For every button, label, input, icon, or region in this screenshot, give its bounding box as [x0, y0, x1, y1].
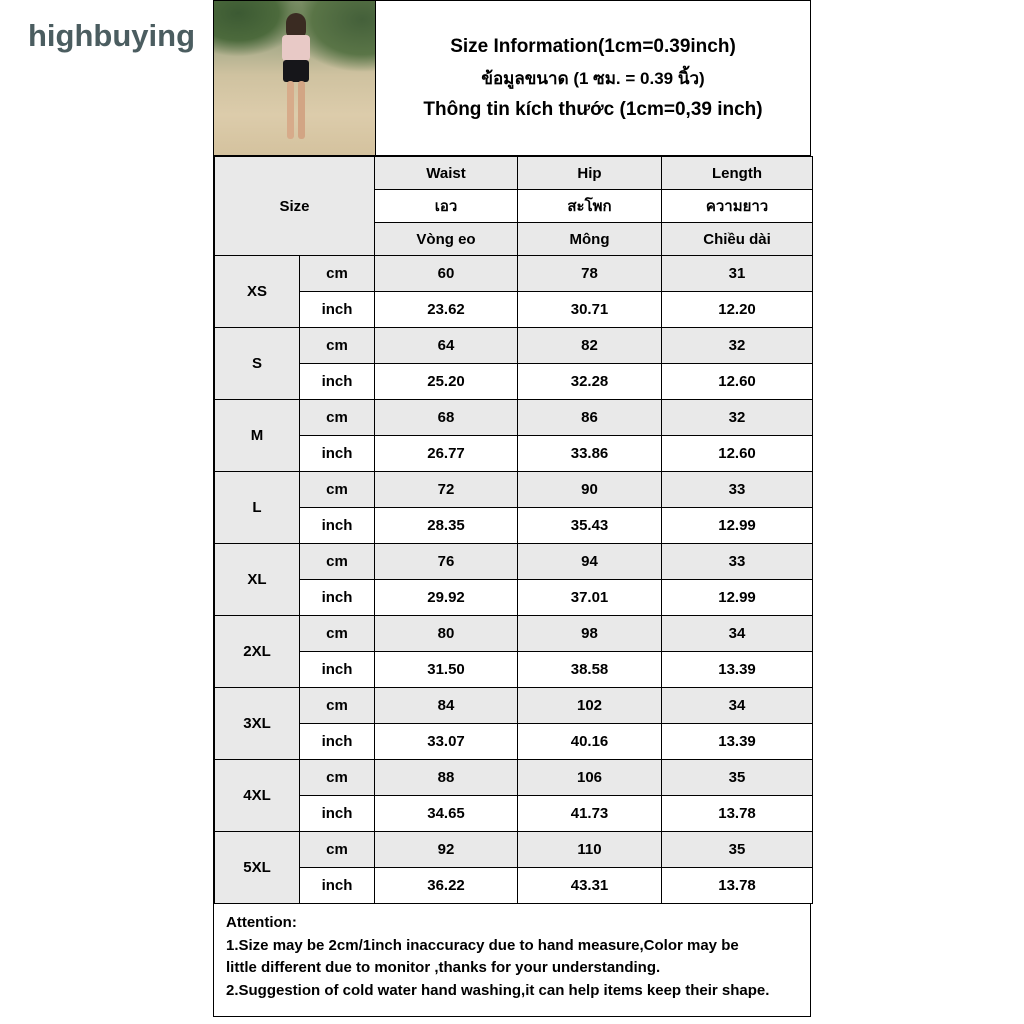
length-value-cm: 32: [662, 400, 813, 436]
col-header-length-en: Length: [662, 157, 813, 190]
waist-value-cm: 84: [375, 688, 518, 724]
size-header-cell: Size: [215, 157, 375, 256]
size-row-inch: [215, 868, 813, 904]
unit-label-inch: inch: [300, 292, 375, 328]
size-row-cm: [215, 544, 813, 580]
waist-value-cm: 92: [375, 832, 518, 868]
waist-value-inch: 29.92: [375, 580, 518, 616]
length-value-inch: 13.78: [662, 868, 813, 904]
waist-value-inch: 26.77: [375, 436, 518, 472]
col-header-hip-en: Hip: [518, 157, 662, 190]
size-label: 5XL: [215, 832, 300, 904]
size-table-head: [215, 157, 813, 256]
length-value-inch: 12.20: [662, 292, 813, 328]
hip-value-cm: 94: [518, 544, 662, 580]
waist-value-cm: 64: [375, 328, 518, 364]
hip-value-inch: 41.73: [518, 796, 662, 832]
size-label: L: [215, 472, 300, 544]
model-shorts: [283, 60, 309, 82]
size-label: 2XL: [215, 616, 300, 688]
waist-value-inch: 25.20: [375, 364, 518, 400]
size-label: M: [215, 400, 300, 472]
unit-label-cm: cm: [300, 760, 375, 796]
col-header-waist-vi: Vòng eo: [375, 223, 518, 256]
size-row-inch: [215, 724, 813, 760]
length-value-cm: 35: [662, 760, 813, 796]
size-row-cm: [215, 400, 813, 436]
unit-label-cm: cm: [300, 256, 375, 292]
size-row-inch: [215, 508, 813, 544]
col-header-waist-en: Waist: [375, 157, 518, 190]
hip-value-inch: 38.58: [518, 652, 662, 688]
size-row-inch: [215, 580, 813, 616]
size-row-cm: [215, 832, 813, 868]
length-value-cm: 31: [662, 256, 813, 292]
unit-label-inch: inch: [300, 364, 375, 400]
hip-value-inch: 43.31: [518, 868, 662, 904]
hip-value-cm: 106: [518, 760, 662, 796]
size-table-body: [215, 256, 813, 904]
title-thai: ข้อมูลขนาด (1 ซม. = 0.39 นิ้ว): [481, 68, 705, 88]
size-row-cm: [215, 328, 813, 364]
attention-title: Attention:: [226, 914, 297, 931]
product-photo: [214, 1, 376, 155]
col-header-length-th: ความยาว: [662, 190, 813, 223]
hip-value-inch: 33.86: [518, 436, 662, 472]
unit-label-cm: cm: [300, 328, 375, 364]
size-row-inch: [215, 436, 813, 472]
length-value-inch: 12.99: [662, 508, 813, 544]
length-value-inch: 12.60: [662, 436, 813, 472]
size-label: 3XL: [215, 688, 300, 760]
model-leg-right: [298, 81, 305, 139]
header-section: [214, 1, 810, 156]
size-info-titles: [376, 1, 810, 155]
attention-line-1: 1.Size may be 2cm/1inch inaccuracy due to hand measure,Color may be: [226, 936, 739, 954]
unit-label-inch: inch: [300, 724, 375, 760]
watermark-highbuying: highbuying: [28, 18, 196, 53]
size-label: XL: [215, 544, 300, 616]
length-value-inch: 12.99: [662, 580, 813, 616]
hip-value-cm: 78: [518, 256, 662, 292]
hip-value-cm: 82: [518, 328, 662, 364]
hip-value-cm: 102: [518, 688, 662, 724]
model-top: [282, 35, 310, 61]
hip-value-inch: 30.71: [518, 292, 662, 328]
unit-label-inch: inch: [300, 796, 375, 832]
waist-value-cm: 76: [375, 544, 518, 580]
col-header-length-vi: Chiều dài: [662, 223, 813, 256]
waist-value-inch: 28.35: [375, 508, 518, 544]
length-value-cm: 33: [662, 472, 813, 508]
unit-label-cm: cm: [300, 400, 375, 436]
length-value-inch: 13.78: [662, 796, 813, 832]
size-row-cm: [215, 616, 813, 652]
waist-value-inch: 23.62: [375, 292, 518, 328]
unit-label-inch: inch: [300, 436, 375, 472]
length-value-inch: 12.60: [662, 364, 813, 400]
title-vietnamese: Thông tin kích thước (1cm=0,39 inch): [423, 98, 763, 120]
hip-value-cm: 98: [518, 616, 662, 652]
unit-label-cm: cm: [300, 688, 375, 724]
size-row-inch: [215, 796, 813, 832]
waist-value-inch: 31.50: [375, 652, 518, 688]
unit-label-inch: inch: [300, 580, 375, 616]
col-header-hip-th: สะโพก: [518, 190, 662, 223]
hip-value-inch: 40.16: [518, 724, 662, 760]
attention-line-3: 2.Suggestion of cold water hand washing,it can help items keep their shape.: [226, 981, 770, 999]
waist-value-inch: 36.22: [375, 868, 518, 904]
model-figure: [278, 13, 314, 145]
hip-value-cm: 86: [518, 400, 662, 436]
unit-label-inch: inch: [300, 868, 375, 904]
unit-label-cm: cm: [300, 616, 375, 652]
size-row-inch: [215, 364, 813, 400]
unit-label-cm: cm: [300, 544, 375, 580]
length-value-cm: 35: [662, 832, 813, 868]
hip-value-inch: 35.43: [518, 508, 662, 544]
hip-value-inch: 37.01: [518, 580, 662, 616]
unit-label-inch: inch: [300, 652, 375, 688]
size-row-inch: [215, 652, 813, 688]
size-row-cm: [215, 688, 813, 724]
waist-value-cm: 68: [375, 400, 518, 436]
hip-value-cm: 110: [518, 832, 662, 868]
model-leg-left: [287, 81, 294, 139]
title-english: Size Information(1cm=0.39inch): [450, 35, 736, 57]
size-row-cm: [215, 256, 813, 292]
hip-value-inch: 32.28: [518, 364, 662, 400]
waist-value-cm: 88: [375, 760, 518, 796]
waist-value-cm: 72: [375, 472, 518, 508]
size-label: XS: [215, 256, 300, 328]
attention-line-2: little different due to monitor ,thanks for your understanding.: [226, 959, 661, 976]
length-value-cm: 34: [662, 616, 813, 652]
hip-value-cm: 90: [518, 472, 662, 508]
unit-label-cm: cm: [300, 472, 375, 508]
length-value-cm: 32: [662, 328, 813, 364]
length-value-inch: 13.39: [662, 724, 813, 760]
unit-label-cm: cm: [300, 832, 375, 868]
length-value-inch: 13.39: [662, 652, 813, 688]
length-value-cm: 33: [662, 544, 813, 580]
size-table: [214, 156, 813, 904]
waist-value-inch: 34.65: [375, 796, 518, 832]
col-header-hip-vi: Mông: [518, 223, 662, 256]
length-value-cm: 34: [662, 688, 813, 724]
attention-note: [214, 904, 810, 1016]
size-chart-sheet: [213, 0, 811, 1017]
unit-label-inch: inch: [300, 508, 375, 544]
size-row-cm: [215, 760, 813, 796]
size-label: S: [215, 328, 300, 400]
waist-value-inch: 33.07: [375, 724, 518, 760]
col-header-waist-th: เอว: [375, 190, 518, 223]
size-row-cm: [215, 472, 813, 508]
waist-value-cm: 80: [375, 616, 518, 652]
size-label: 4XL: [215, 760, 300, 832]
waist-value-cm: 60: [375, 256, 518, 292]
size-row-inch: [215, 292, 813, 328]
